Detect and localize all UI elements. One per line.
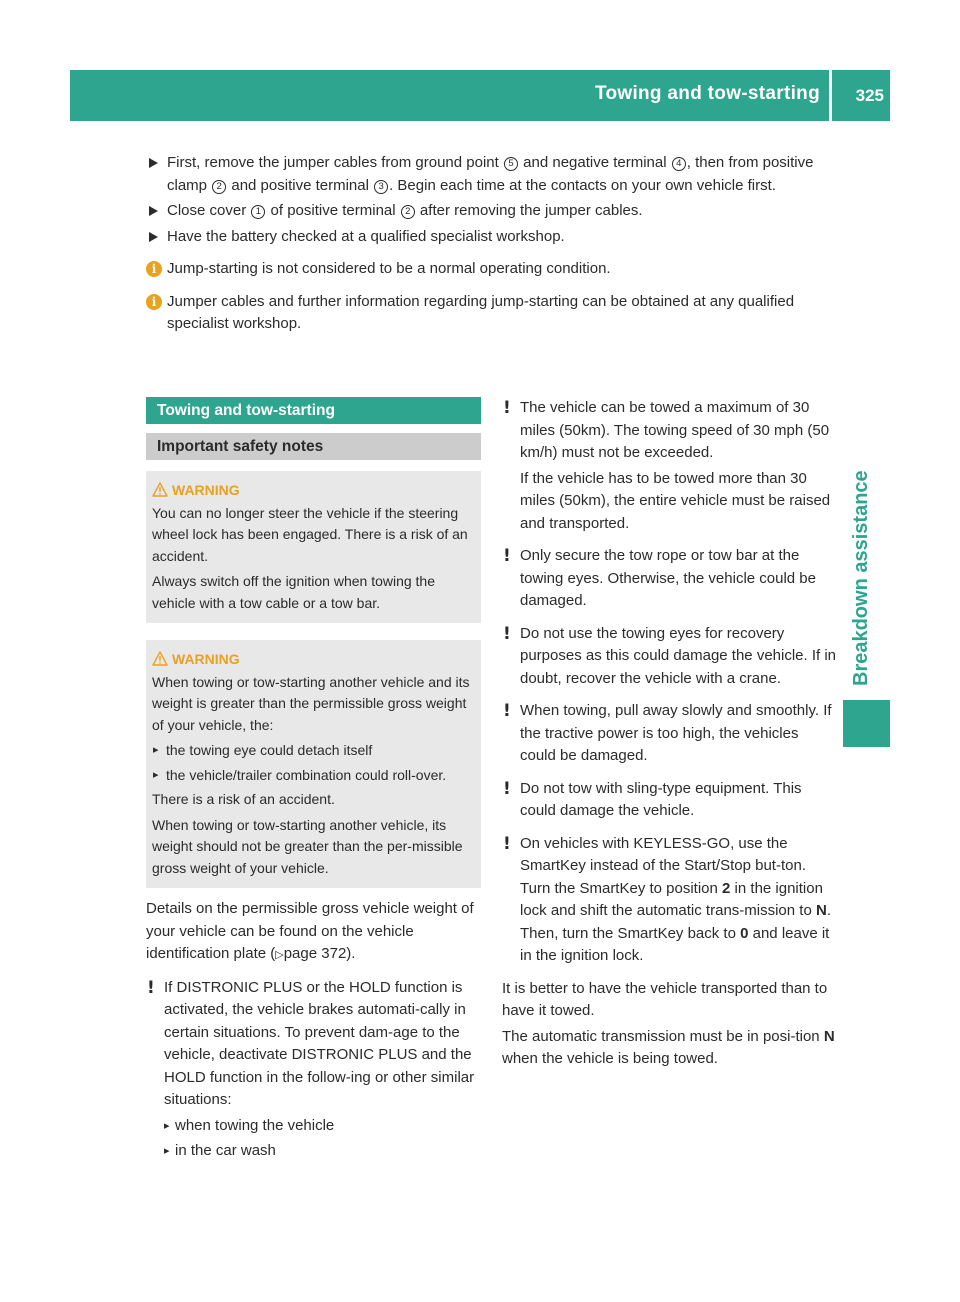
page-header xyxy=(70,70,890,121)
warning-text: You can no longer steer the vehicle if the steering wheel lock has been engaged. There is a risk of an accident. xyxy=(152,504,468,564)
warning-heading: WARNING xyxy=(152,649,475,671)
subsection-title: Important safety notes xyxy=(146,433,481,460)
callout-number: 3 xyxy=(374,180,388,194)
info-icon: i xyxy=(146,294,162,310)
notice-exclamation-icon: ! xyxy=(503,546,511,566)
page-reference[interactable]: page 372). xyxy=(283,945,356,962)
body-paragraph: The automatic transmission must be in posi-tion N when the vehicle is being towed. xyxy=(502,1027,835,1067)
info-note: i Jump-starting is not considered to be a normal operating condition. xyxy=(146,258,841,281)
notice-exclamation-icon: ! xyxy=(503,833,511,854)
notice-paragraph: ! Do not tow with sling-type equipment. This could damage the vehicle. xyxy=(503,778,802,819)
notice-exclamation-icon: ! xyxy=(503,778,511,799)
notice-paragraph: ! On vehicles with KEYLESS-GO, use the SmartKey instead of the Start/Stop but-ton. Turn the SmartKey to position 2 in the ignition lock and shift the automatic trans-mission to N. Then, turn the SmartKey back to 0 and leave it in the ignition lock. xyxy=(503,833,831,964)
callout-number: 2 xyxy=(401,205,415,219)
notice-exclamation-icon: ! xyxy=(503,623,511,644)
notice-exclamation-icon: ! xyxy=(147,977,155,998)
warning-text: When towing or tow-starting another vehicle and its weight is greater than the permissible gross weight of your vehicle, the: xyxy=(152,673,470,733)
info-icon: i xyxy=(146,261,162,277)
warning-bullet: ▸ the towing eye could detach itself xyxy=(152,740,475,762)
info-note: i Jumper cables and further information regarding jump-starting can be obtained at any qualified specialist workshop. xyxy=(146,291,841,336)
warning-text: There is a risk of an accident. xyxy=(152,791,335,807)
callout-number: 1 xyxy=(251,205,265,219)
callout-number: 5 xyxy=(504,157,518,171)
page-reference-icon: ▷ xyxy=(275,949,284,961)
step-remove-cables: First, remove the jumper cables from ground point 5 and negative terminal 4 , then from positive clamp 2 and positive terminal 3 . Begin each time at the contacts on your own vehicle first. xyxy=(146,152,841,197)
details-paragraph: Details on the permissible gross vehicle weight of your vehicle can be found on the vehicle identification plate (▷page 372). xyxy=(146,900,474,962)
warning-bullet: ▸ the vehicle/trailer combination could roll-over. xyxy=(152,765,475,787)
notice-exclamation-icon: ! xyxy=(503,701,511,721)
warning-triangle-icon xyxy=(152,651,168,666)
running-title: Towing and tow-starting xyxy=(594,83,820,104)
body-paragraph: It is better to have the vehicle transported than to have it towed. xyxy=(502,979,828,1019)
callout-number: 2 xyxy=(212,180,226,194)
warning-box xyxy=(146,640,481,888)
step-close-cover: Close cover 1 of positive terminal 2 after removing the jumper cables. xyxy=(146,200,841,223)
jump-start-steps xyxy=(146,152,841,336)
notice-bullet: ▸ when towing the vehicle xyxy=(164,1115,481,1138)
notice-paragraph: ! The vehicle can be towed a maximum of 30 miles (50km). The towing speed of 30 mph (50 km/h) must not be exceeded. If the vehicle has to be towed more than 30 miles (50km), the entire vehicle must be raised and transported. xyxy=(503,398,831,532)
warning-heading: WARNING xyxy=(152,480,475,502)
page-number: 325 xyxy=(855,86,884,105)
warning-text: Always switch off the ignition when towing the vehicle with a tow cable or a tow bar. xyxy=(152,573,436,611)
chapter-tab-label: Breakdown assistance xyxy=(850,470,872,686)
right-column xyxy=(502,397,837,1071)
warning-box xyxy=(146,471,481,623)
step-check-battery: Have the battery checked at a qualified specialist workshop. xyxy=(146,226,841,249)
notice-bullet: ▸ in the car wash xyxy=(164,1140,481,1163)
notice-paragraph: ! Do not use the towing eyes for recovery purposes as this could damage the vehicle. If in doubt, recover the vehicle with a crane. xyxy=(503,623,837,687)
section-title: Towing and tow-starting xyxy=(146,397,481,424)
notice-paragraph: ! When towing, pull away slowly and smoothly. If the tractive power is too high, the vehicles could be damaged. xyxy=(503,701,832,764)
warning-text: When towing or tow-starting another vehicle, its weight should not be greater than the per-missible gross weight of your vehicle. xyxy=(152,816,463,876)
callout-number: 4 xyxy=(672,157,686,171)
notice-paragraph: ! If DISTRONIC PLUS or the HOLD function is activated, the vehicle brakes automati-cally in certain situations. To prevent dam-age to the vehicle, deactivate DISTRONIC PLUS and the HOLD function in the follow-ing or other similar situations: ▸ when towing the vehicle ▸ in the car wash xyxy=(146,977,481,1163)
notice-exclamation-icon: ! xyxy=(503,398,511,418)
left-column xyxy=(146,397,481,1163)
notice-paragraph: ! Only secure the tow rope or tow bar at the towing eyes. Otherwise, the vehicle could be damaged. xyxy=(503,546,816,609)
chapter-tab-block xyxy=(843,700,890,747)
header-divider xyxy=(829,70,832,121)
warning-triangle-icon xyxy=(152,482,168,497)
